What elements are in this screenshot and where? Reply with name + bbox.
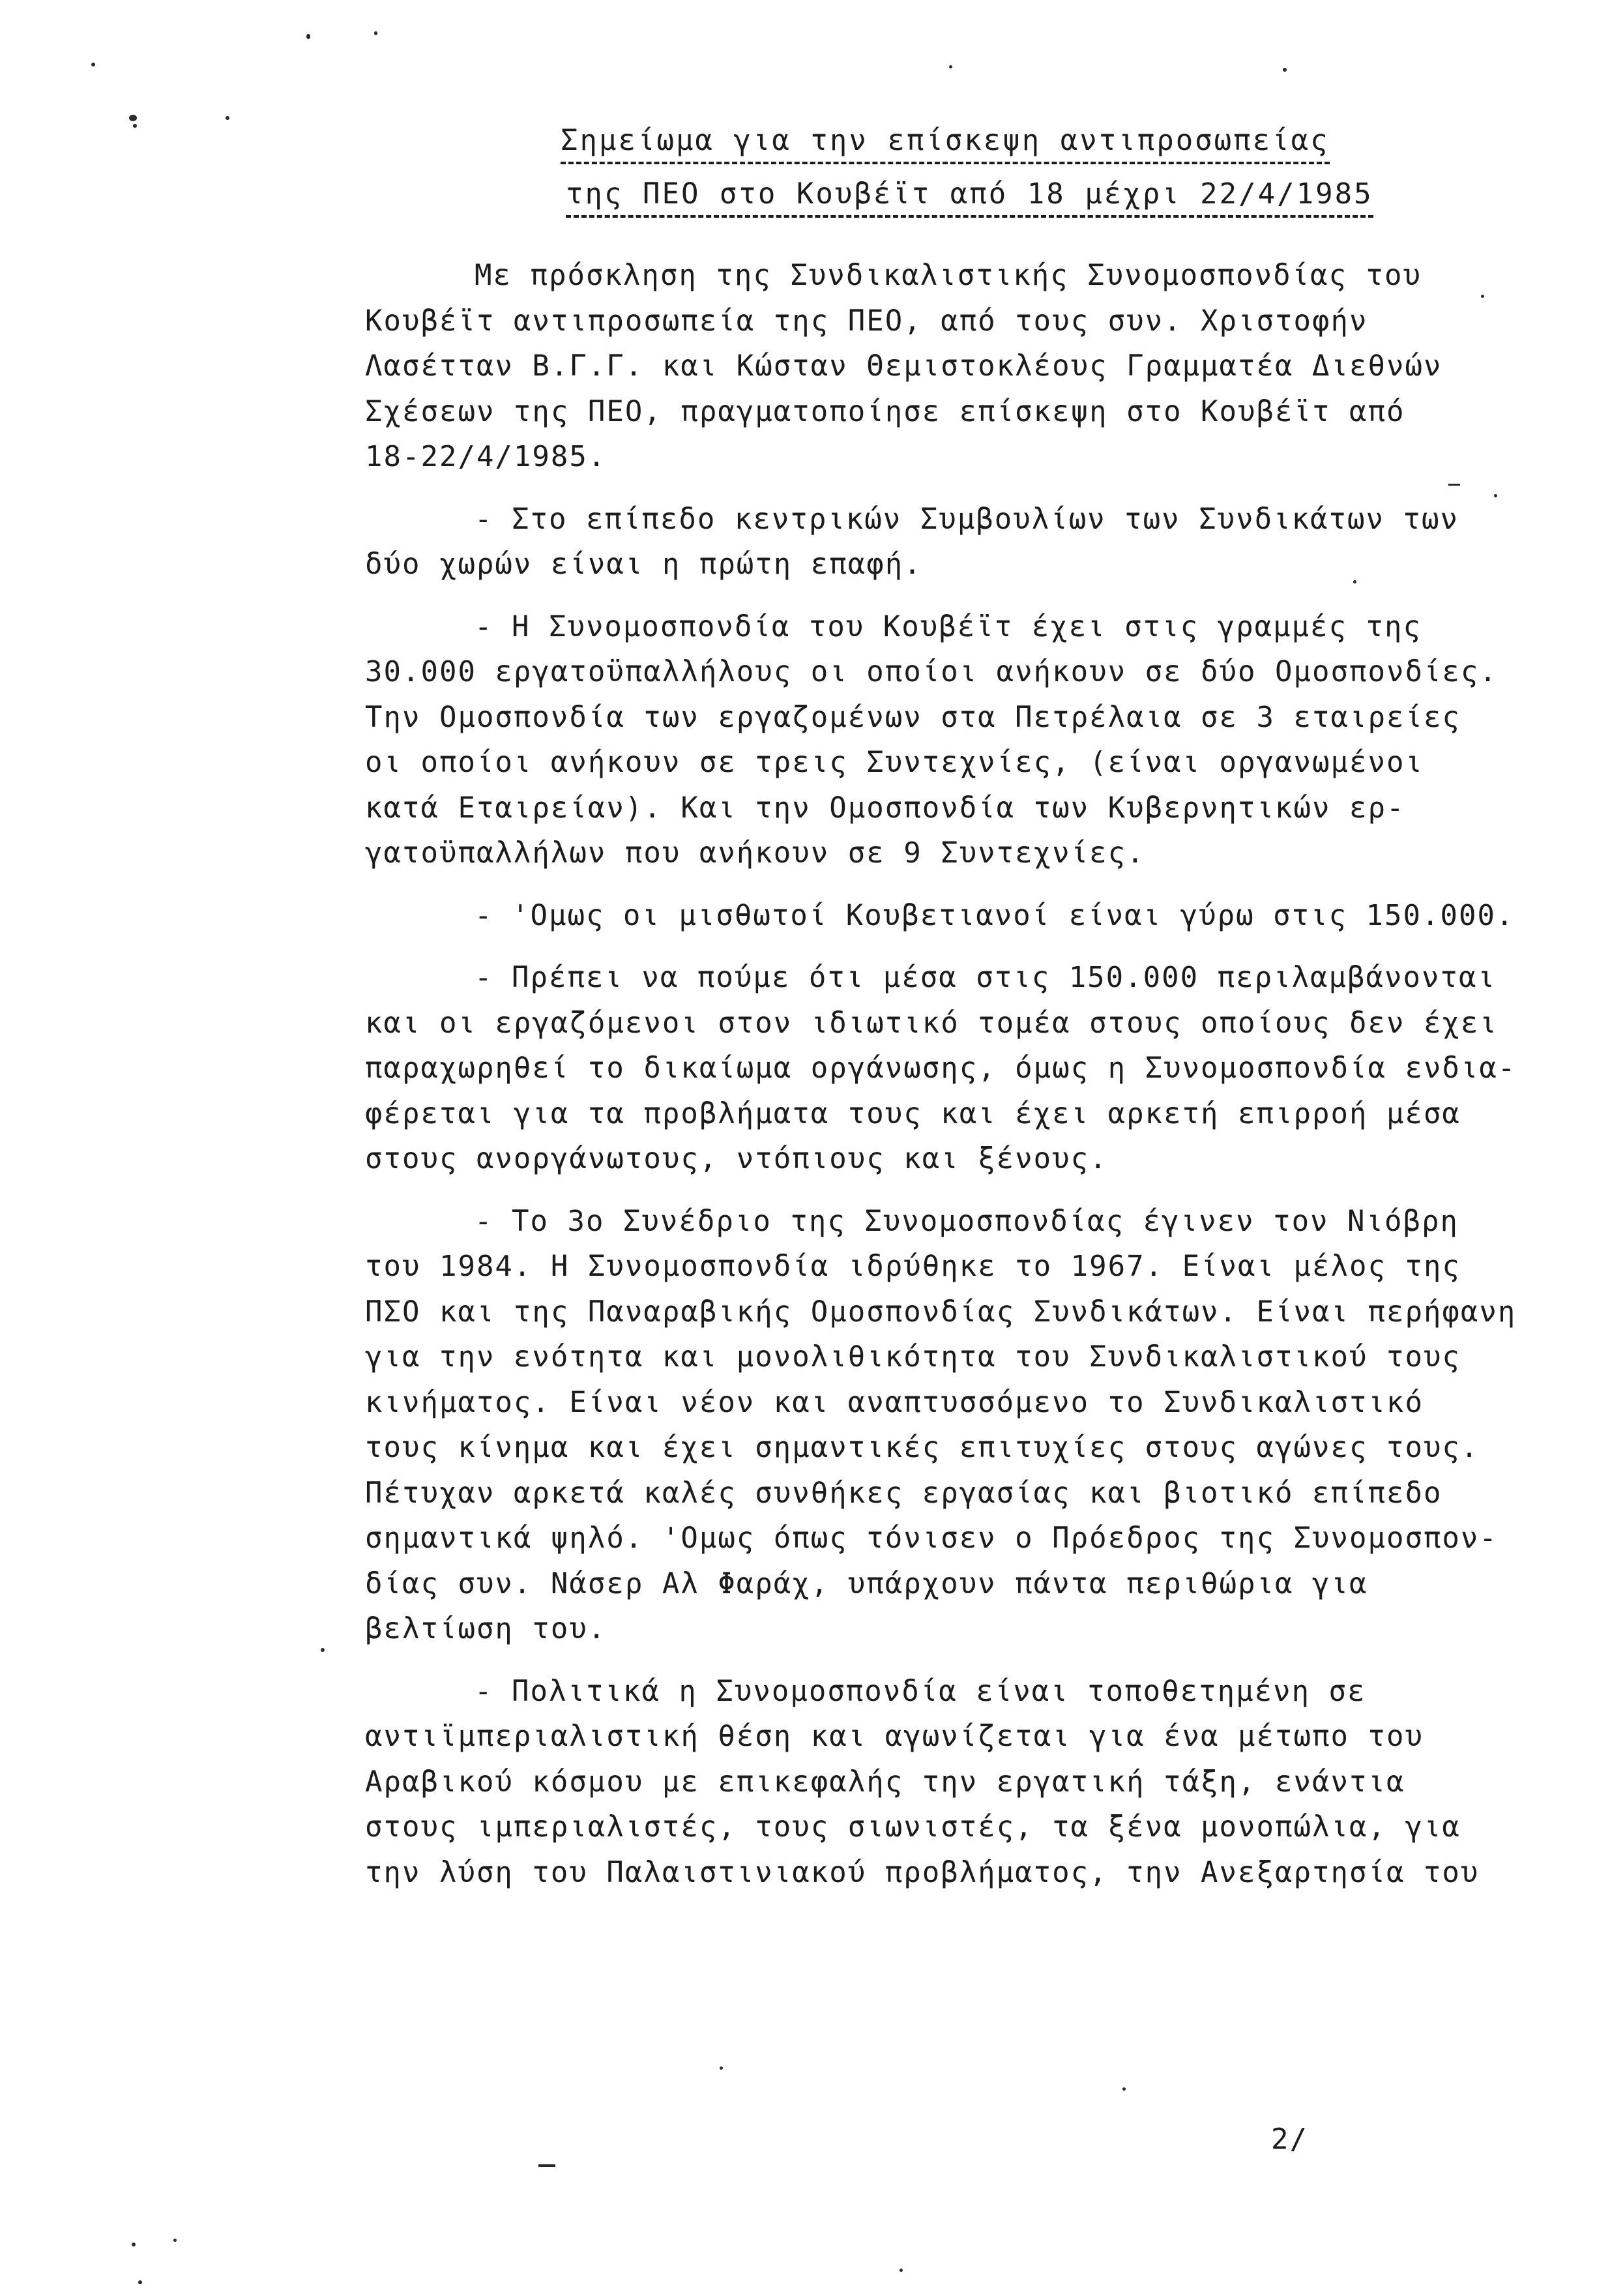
text-line: 18-22/4/1985. (365, 440, 607, 473)
scan-speck (900, 2269, 903, 2272)
text-line: κινήματος. Είναι νέον και αναπτυσσόμενο το Συνδικαλιστικό (365, 1385, 1424, 1419)
paragraph-membership (365, 604, 1558, 876)
paragraph-private-sector (365, 955, 1558, 1182)
scan-speck (133, 124, 137, 128)
scan-speck (91, 63, 95, 66)
paragraph-invitation (365, 253, 1558, 480)
text-line: δύο χωρών είναι η πρώτη επαφή. (365, 548, 922, 581)
text-line: Την Ομοσπονδία των εργαζομένων στα Πετρέλαια σε 3 εταιρείες (365, 700, 1461, 734)
text-line: - 'Ομως οι μισθωτοί Κουβετιανοί είναι γύρω στις 150.000. (475, 898, 1515, 932)
scan-speck (306, 34, 310, 39)
text-line: και οι εργαζόμενοι στον ιδιωτικό τομέα στους οποίους δεν έχει (365, 1006, 1498, 1040)
text-line: τους κίνημα και έχει σημαντικές επιτυχίες στους αγώνες τους. (365, 1431, 1480, 1464)
page-number: 2/ (1271, 2123, 1308, 2156)
scan-speck (132, 2243, 136, 2246)
text-line: γατοϋπαλλήλων που ανήκουν σε 9 Συντεχνίες. (365, 836, 1145, 870)
paragraph-first-contact (365, 497, 1558, 587)
scan-speck (1283, 68, 1287, 72)
text-line: δίας συν. Νάσερ Αλ Φαράχ, υπάρχουν πάντα περιθώρια για (365, 1567, 1368, 1600)
text-line: κατά Εταιρείαν). Και την Ομοσπονδία των Κυβερνητικών ερ- (365, 791, 1405, 825)
text-line: Πέτυχαν αρκετά καλές συνθήκες εργασίας και βιοτικό επίπεδο (365, 1476, 1442, 1510)
text-line: την λύση του Παλαιστινιακού προβλήματος, την Ανεξαρτησία του (365, 1855, 1480, 1889)
scan-speck (949, 65, 952, 68)
text-line: για την ενότητα και μονολιθικότητα του Συνδικαλιστικού τους (365, 1340, 1461, 1374)
text-line: - Πρέπει να πούμε ότι μέσα στις 150.000 περιλαμβάνονται (475, 961, 1496, 994)
text-line: Με πρόσκληση της Συνδικαλιστικής Συνομοσπονδίας του (475, 259, 1422, 292)
scan-speck (173, 2239, 177, 2242)
paragraph-wage-earners (365, 893, 1558, 939)
text-line: του 1984. Η Συνομοσπονδία ιδρύθηκε το 1967. Είναι μέλος της (365, 1250, 1461, 1283)
paragraph-congress (365, 1199, 1558, 1652)
scan-speck (129, 115, 137, 121)
text-line: στους ιμπεριαλιστές, τους σιωνιστές, τα ξένα μονοπώλια, για (365, 1810, 1461, 1844)
document-body (365, 253, 1558, 1912)
text-line: βελτίωση του. (365, 1612, 607, 1645)
text-line: - Στο επίπεδο κεντρικών Συμβουλίων των Συνδικάτων των (475, 502, 1459, 536)
text-line: φέρεται για τα προβλήματα τους και έχει αρκετή επιρροή μέσα (365, 1096, 1461, 1130)
text-line: Σχέσεων της ΠΕΟ, πραγματοποίησε επίσκεψη στο Κουβέϊτ από (365, 394, 1405, 428)
paragraph-politics (365, 1669, 1558, 1896)
scan-speck (138, 2280, 142, 2284)
document-title (561, 121, 1408, 228)
scan-speck (374, 31, 377, 35)
scan-speck (1122, 2087, 1126, 2091)
title-line-1: Σημείωμα για την επίσκεψη αντιπροσωπείας (561, 121, 1330, 164)
text-line: ΠΣΟ και της Παναραβικής Ομοσπονδίας Συνδικάτων. Είναι περήφανη (365, 1295, 1517, 1329)
title-line-2: της ΠΕΟ στο Κουβέϊτ από 18 μέχρι 22/4/1985 (566, 175, 1373, 218)
text-line: Λασέτταν Β.Γ.Γ. και Κώσταν Θεμιστοκλέους Γραμματέα Διεθνών (365, 349, 1442, 383)
text-line: οι οποίοι ανήκουν σε τρεις Συντεχνίες, (είναι οργανωμένοι (365, 746, 1424, 779)
text-line: - Πολιτικά η Συνομοσπονδία είναι τοποθετημένη σε (475, 1674, 1366, 1708)
scan-speck (538, 2164, 555, 2167)
text-line: Αραβικού κόσμου με επικεφαλής την εργατική τάξη, ενάντια (365, 1765, 1405, 1799)
text-line: αντιϊμπεριαλιστική θέση και αγωνίζεται για ένα μέτωπο του (365, 1720, 1424, 1753)
text-line: στους ανοργάνωτους, ντόπιους και ξένους. (365, 1142, 1108, 1175)
scan-speck (720, 2067, 723, 2070)
text-line: σημαντικά ψηλό. 'Ομως όπως τόνισεν ο Πρόεδρος της Συνομοσπον- (365, 1522, 1498, 1555)
text-line: 30.000 εργατοϋπαλλήλους οι οποίοι ανήκουν σε δύο Ομοσπονδίες. (365, 655, 1498, 688)
scan-speck (321, 1648, 325, 1652)
text-line: - Η Συνομοσπονδία του Κουβέϊτ έχει στις γραμμές της (475, 610, 1422, 643)
text-line: παραχωρηθεί το δικαίωμα οργάνωσης, όμως η Συνομοσπονδία ενδια- (365, 1052, 1517, 1085)
scan-speck (226, 116, 229, 120)
text-line: - Το 3ο Συνέδριο της Συνομοσπονδίας έγινεν τον Νιόβρη (475, 1204, 1459, 1238)
text-line: Κουβέϊτ αντιπροσωπεία της ΠΕΟ, από τους συν. Χριστοφήν (365, 304, 1368, 338)
